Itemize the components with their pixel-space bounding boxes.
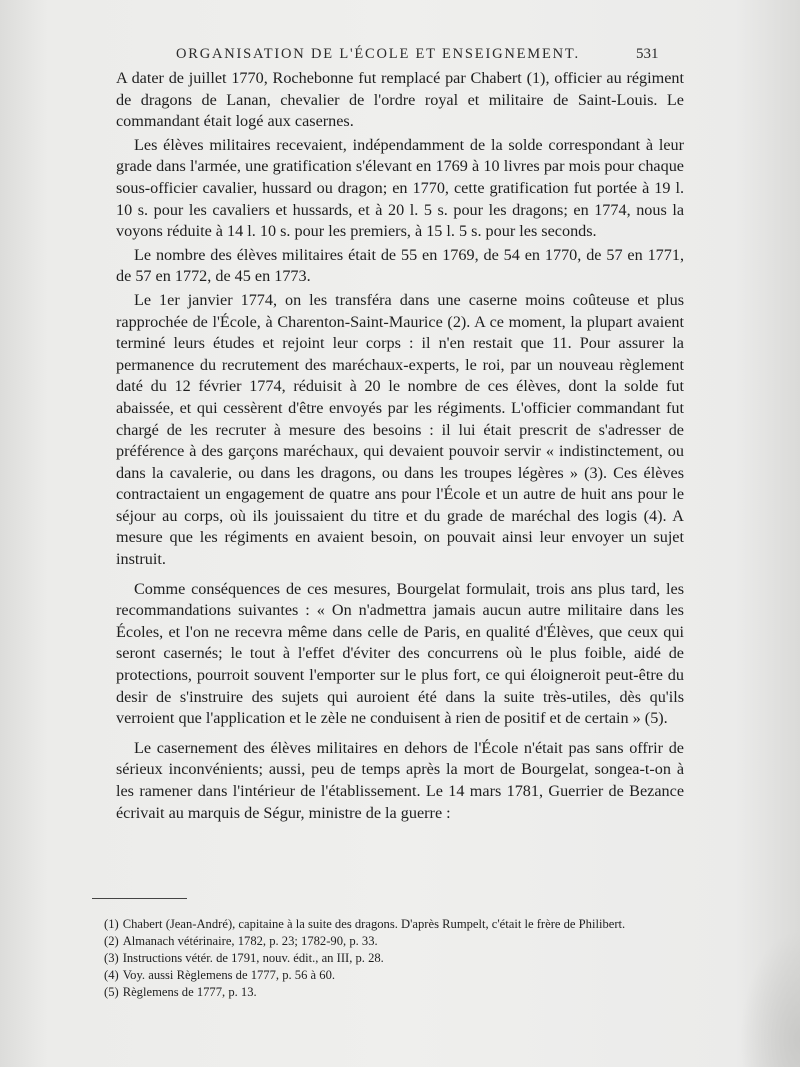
footnote-text: Règlemens de 1777, p. 13. (122, 985, 257, 999)
page-number: 531 (636, 46, 659, 62)
paragraph-5: Comme conséquences de ces mesures, Bourgelat formulait, trois ans plus tard, les recommandations suivantes : « On n'admettra jamais aucun autre militaire dans les Écoles, et l'on ne recevra même dans celle de Paris, en qualité d'Élèves, que ceux qui seront casernés; le tout à l'effet d'éviter des concurrens où le plus foible, aidé de protections, pourroit souvent l'emporter sur le plus fort, ce qui éloigneroit peut-être du desir de s'instruire des sujets qui auroient été dans la suite très-utiles, dès qu'ils verroient que l'application et le zèle ne conduisent à rien de positif et de certain » (5). (116, 579, 684, 728)
paragraph-4: Le 1er janvier 1774, on les transféra dans une caserne moins coûteuse et plus rapprochée de l'École, à Charenton-Saint-Maurice (2). A ce moment, la plupart avaient terminé leurs études et rejoint leur corps : il n'en restait que 11. Pour assurer la permanence du recrutement des maréchaux-experts, le roi, par un nouveau règlement daté du 12 février 1774, réduisit à 20 le nombre de ces élèves, dont la solde fut abaissée, et qui cessèrent d'être envoyés par les régiments. L'officier commandant fut chargé de les recruter à mesure des besoins : il lui était prescrit de s'adresser de préférence à des garçons maréchaux, qui devaient pouvoir servir « indistinctement, ou dans la cavalerie, ou dans les dragons, ou dans les troupes légères » (3). Ces élèves contractaient un engagement de quatre ans pour l'École et un autre de huit ans pour le séjour au corps, où ils jouissaient du titre et du grade de maréchal des logis (4). A mesure que les régiments en avaient besoin, on pouvait ainsi leur envoyer un sujet instruit. (116, 290, 684, 569)
footnote-divider (92, 898, 187, 899)
running-title: ORGANISATION DE L'ÉCOLE ET ENSEIGNEMENT. (176, 46, 580, 62)
paragraph-6: Le casernement des élèves militaires en dehors de l'École n'était pas sans offrir de sérieux inconvénients; aussi, peu de temps après la mort de Bourgelat, songea-t-on à les ramener dans l'intérieur de l'établissement. Le 14 mars 1781, Guerrier de Bezance écrivait au marquis de Ségur, ministre de la guerre : (116, 738, 684, 822)
page-edge-shadow (740, 930, 800, 1067)
footnote-number: (2) (104, 934, 119, 948)
footnote-text: Instructions vétér. de 1791, nouv. édit., an III, p. 28. (122, 951, 384, 965)
footnote-5 (104, 984, 688, 1001)
footnote-4 (104, 967, 688, 984)
footnote-text: Chabert (Jean-André), capitaine à la suite des dragons. D'après Rumpelt, c'était le frère de Philibert. (122, 917, 626, 931)
paragraph-1: A dater de juillet 1770, Rochebonne fut remplacé par Chabert (1), officier au régiment de dragons de Lanan, chevalier de l'ordre royal et militaire de Saint-Louis. Le commandant était logé aux casernes. (116, 69, 684, 131)
paragraph-3: Le nombre des élèves militaires était de 55 en 1769, de 54 en 1770, de 57 en 1771, de 57 en 1772, de 45 en 1773. (116, 245, 684, 286)
footnote-2 (104, 933, 688, 950)
footnote-1 (104, 916, 688, 933)
footnote-number: (4) (104, 968, 119, 982)
footnote-number: (1) (104, 917, 119, 931)
footnote-number: (3) (104, 951, 119, 965)
body-text (116, 68, 684, 826)
footnotes (104, 916, 688, 1001)
footnote-number: (5) (104, 985, 119, 999)
footnote-text: Almanach vétérinaire, 1782, p. 23; 1782-90, p. 33. (122, 934, 378, 948)
paragraph-2: Les élèves militaires recevaient, indépendamment de la solde correspondant à leur grade dans l'armée, une gratification s'élevant en 1769 à 10 livres par mois pour chaque sous-officier cavalier, hussard ou dragon; en 1770, cette gratification fut portée à 19 l. 10 s. pour les cavaliers et hussards, et à 20 l. 5 s. pour les dragons; en 1774, nous la voyons réduite à 14 l. 10 s. pour les premiers, à 15 l. 5 s. pour les seconds. (116, 135, 684, 241)
footnote-3 (104, 950, 688, 967)
footnote-text: Voy. aussi Règlemens de 1777, p. 56 à 60. (122, 968, 336, 982)
